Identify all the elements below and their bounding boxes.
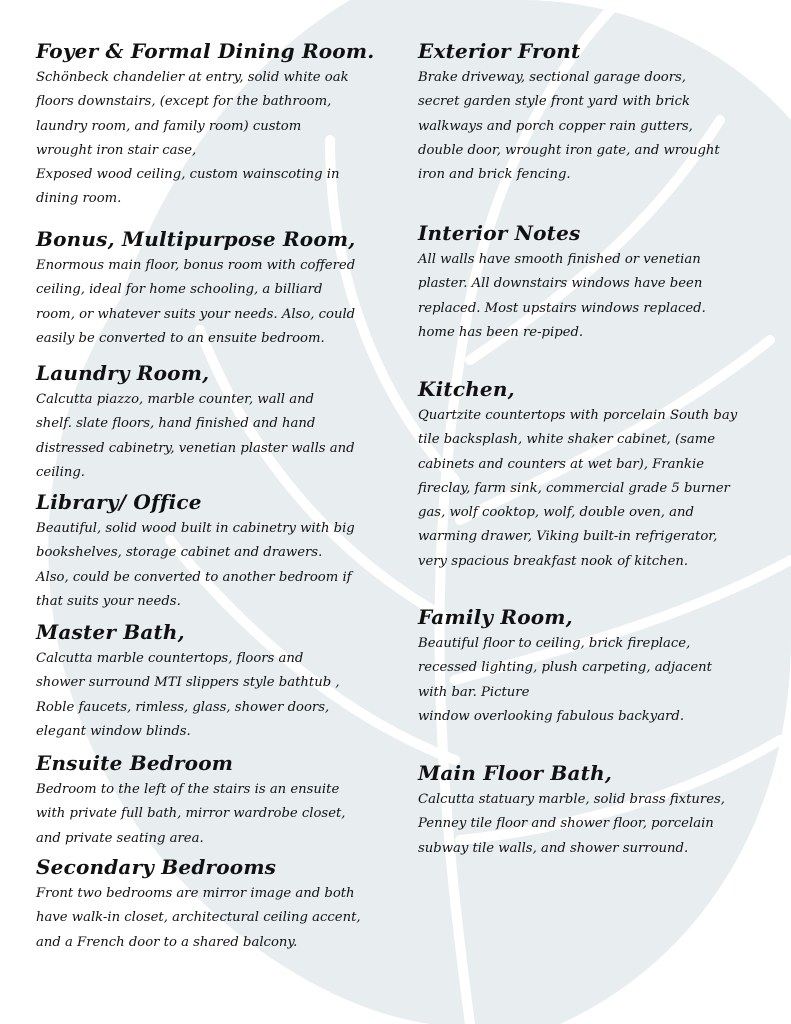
section-exterior-front	[418, 38, 768, 220]
left-column	[36, 38, 386, 955]
section-kitchen	[418, 376, 768, 604]
section-body: Beautiful, solid wood built in cabinetry with big bookshelves, storage cabinet and drawers. Also, could be converted to another bedroom if that suits your needs.	[36, 521, 355, 609]
section-body: Calcutta statuary marble, solid brass fixtures, Penney tile floor and shower floor, porcelain subway tile walls, and shower surround.	[418, 792, 725, 856]
section-body: Calcutta piazzo, marble counter, wall and shelf. slate floors, hand finished and hand distressed cabinetry, venetian plaster walls and ceiling.	[36, 392, 355, 480]
section-body: Calcutta marble countertops, floors and shower surround MTI slippers style bathtub , Roble faucets, rimless, glass, shower doors, elegant window blinds.	[36, 651, 340, 739]
section-heading: Master Bath,	[36, 620, 185, 644]
section-family-room	[418, 604, 768, 760]
section-heading: Interior Notes	[418, 221, 581, 245]
section-bonus-room	[36, 226, 386, 360]
section-body: Schönbeck chandelier at entry, solid white oak floors downstairs, (except for the bathroom, laundry room, and family room) custom wrought iron stair case, Exposed wood ceiling, custom wainscoting in dining room.	[36, 70, 349, 207]
section-heading: Foyer & Formal Dining Room.	[36, 39, 375, 63]
section-interior-notes	[418, 220, 768, 376]
section-main-floor-bath	[418, 760, 768, 861]
section-heading: Laundry Room,	[36, 361, 210, 385]
section-secondary-bedrooms	[36, 854, 386, 955]
section-body: Enormous main floor, bonus room with coffered ceiling, ideal for home schooling, a billiard room, or whatever suits your needs. Also, could easily be converted to an ensuite bedroom.	[36, 258, 356, 346]
section-body: All walls have smooth finished or venetian plaster. All downstairs windows have been replaced. Most upstairs windows replaced. home has been re-piped.	[418, 252, 706, 340]
section-body: Brake driveway, sectional garage doors, secret garden style front yard with brick walkways and porch copper rain gutters, double door, wrought iron gate, and wrought iron and brick fencing.	[418, 70, 720, 183]
section-laundry-room	[36, 360, 386, 489]
section-heading: Bonus, Multipurpose Room,	[36, 227, 356, 251]
section-ensuite-bedroom	[36, 750, 386, 854]
section-heading: Exterior Front	[418, 39, 581, 63]
section-master-bath	[36, 619, 386, 750]
section-library-office	[36, 489, 386, 619]
section-foyer-dining	[36, 38, 386, 226]
section-heading: Kitchen,	[418, 377, 515, 401]
section-body: Bedroom to the left of the stairs is an ensuite with private full bath, mirror wardrobe closet, and private seating area.	[36, 782, 346, 846]
section-heading: Ensuite Bedroom	[36, 751, 234, 775]
section-heading: Secondary Bedrooms	[36, 855, 277, 879]
section-heading: Family Room,	[418, 605, 573, 629]
section-heading: Library/ Office	[36, 490, 202, 514]
section-body: Beautiful floor to ceiling, brick fireplace, recessed lighting, plush carpeting, adjacent with bar. Picture window overlooking fabulous backyard.	[418, 636, 712, 724]
section-heading: Main Floor Bath,	[418, 761, 612, 785]
section-body: Front two bedrooms are mirror image and both have walk-in closet, architectural ceiling accent, and a French door to a shared balcony.	[36, 886, 361, 950]
right-column	[418, 38, 768, 861]
section-body: Quartzite countertops with porcelain South bay tile backsplash, white shaker cabinet, (same cabinets and counters at wet bar), Frankie fireclay, farm sink, commercial grade 5 burner gas, wolf cooktop, wolf, double oven, and warming drawer, Viking built-in refrigerator, very spacious breakfast nook of kitchen.	[418, 408, 738, 569]
